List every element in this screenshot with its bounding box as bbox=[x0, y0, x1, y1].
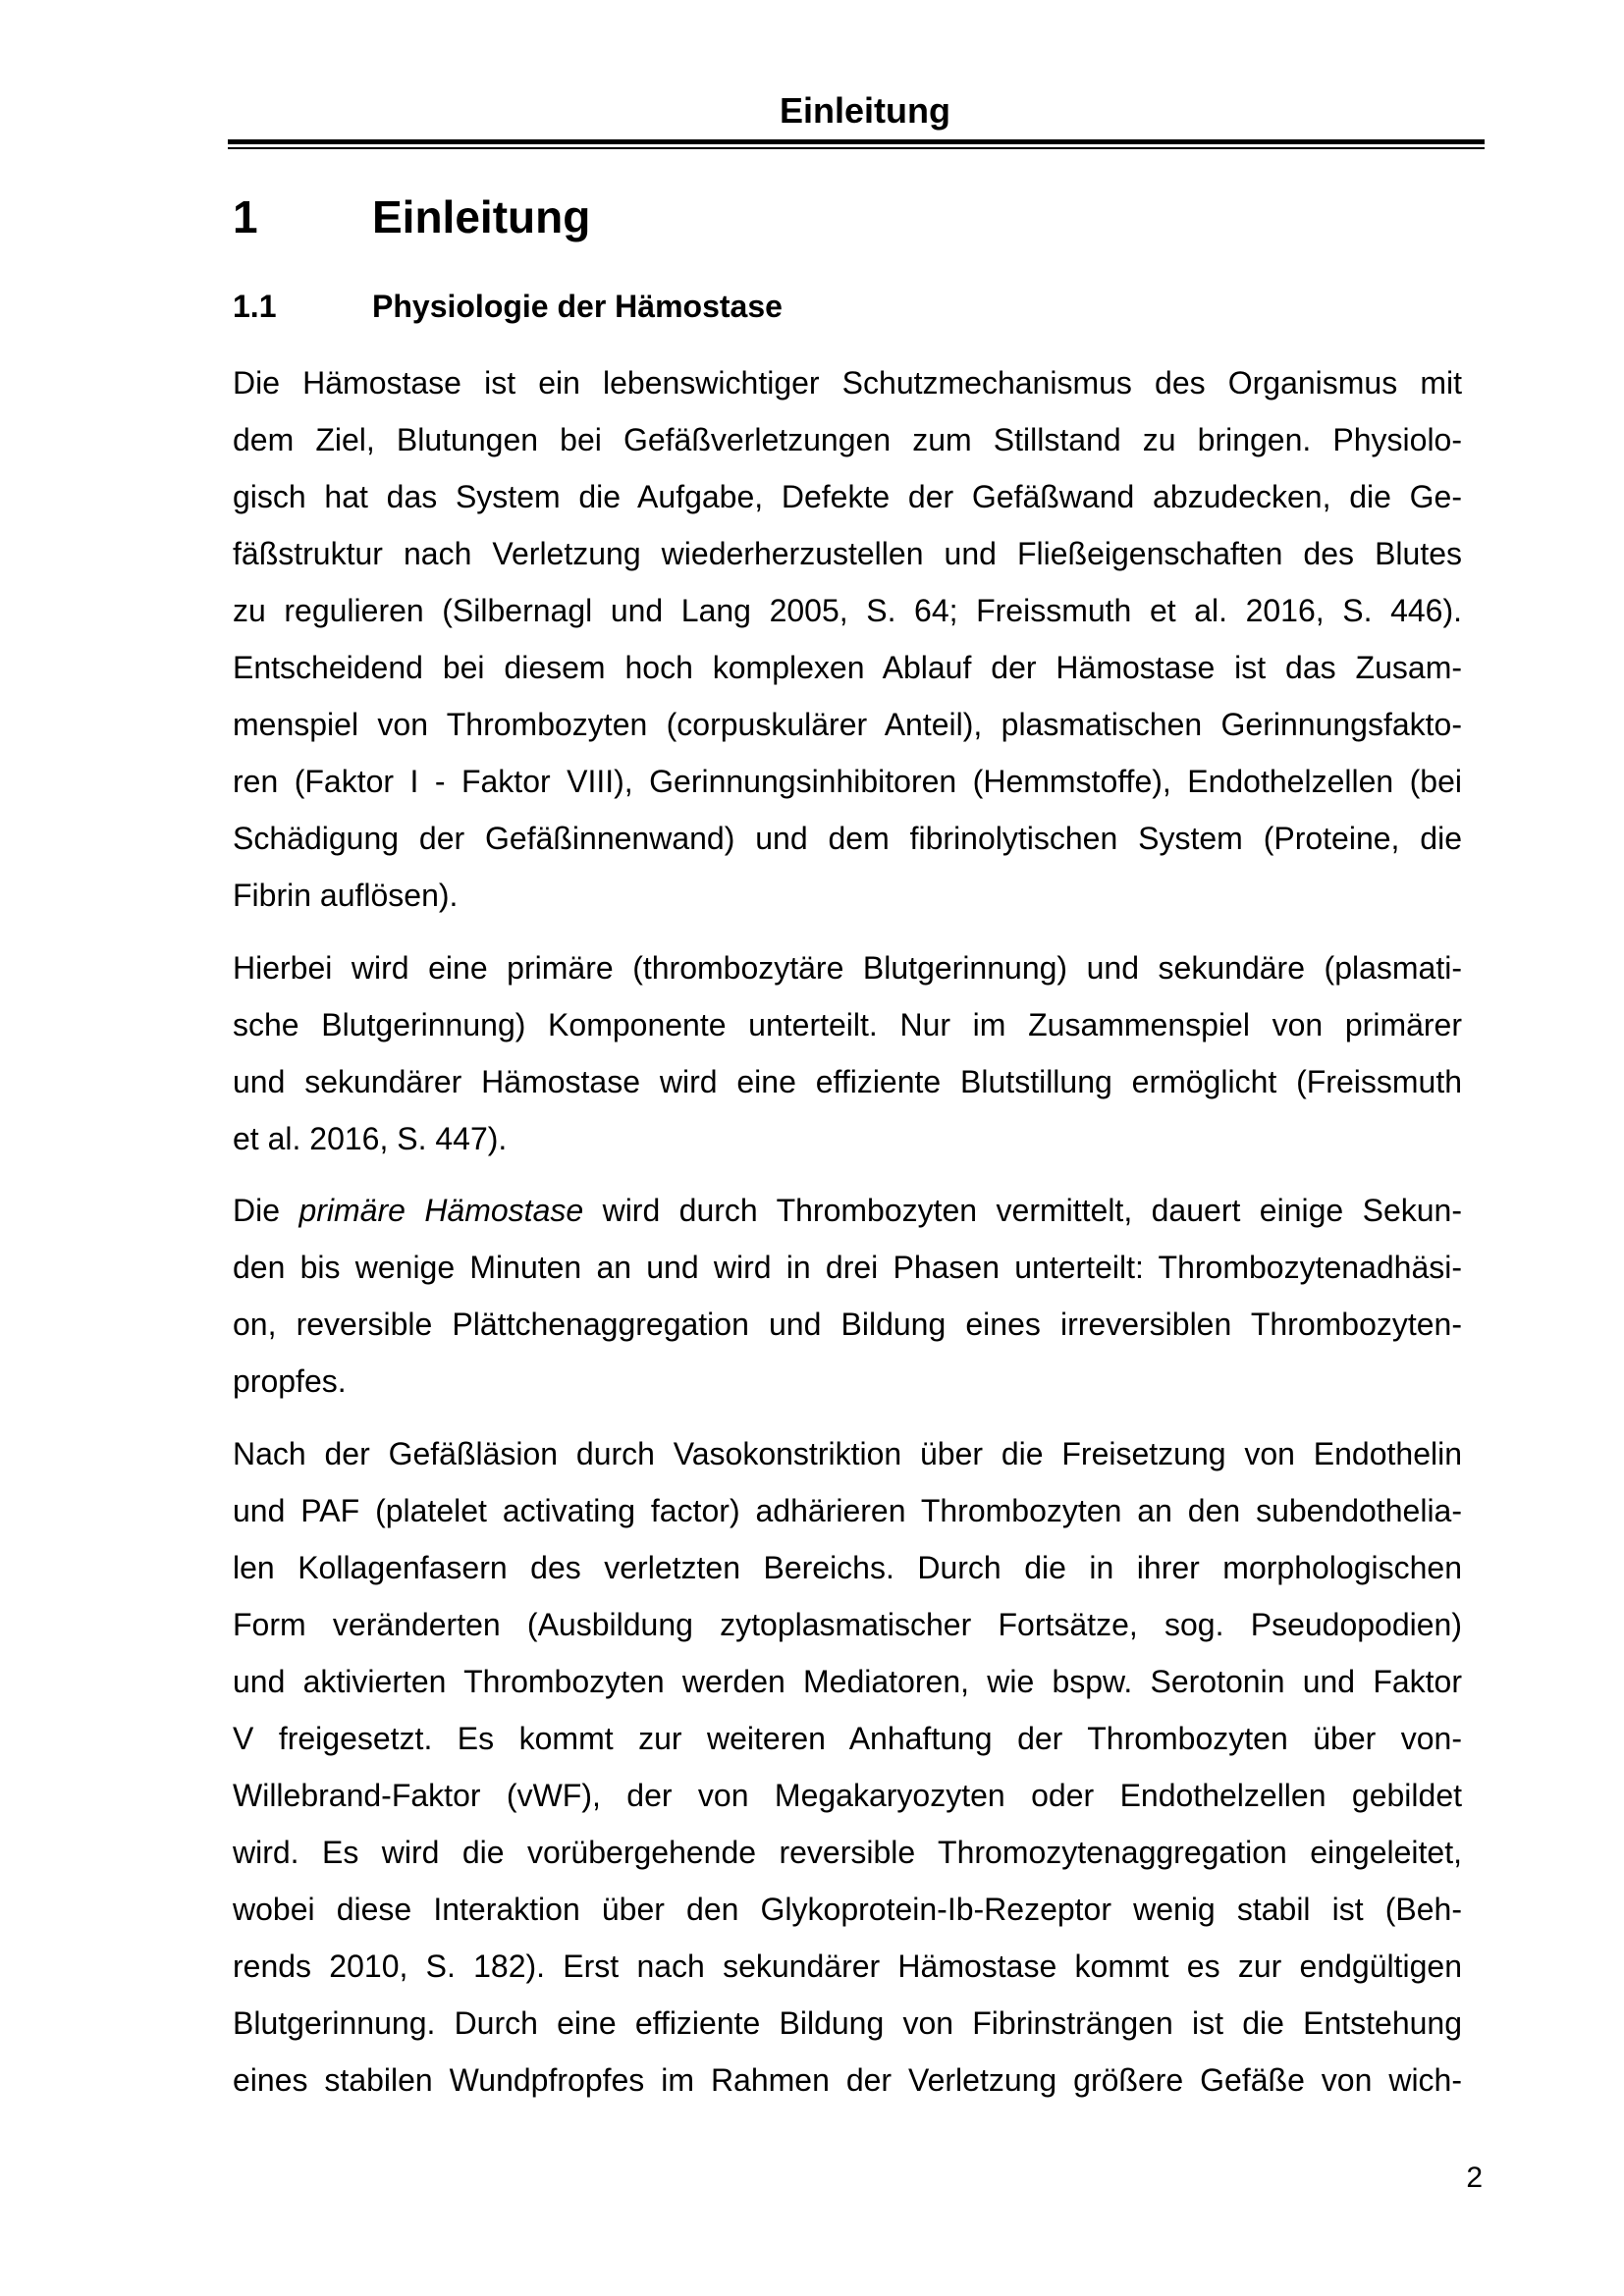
text-line: dem Ziel, Blutungen bei Gefäßverletzungen zum Stillstand zu bringen. Physiolo- bbox=[233, 422, 1462, 457]
chapter-title: Einleitung bbox=[372, 191, 591, 242]
header-rule-thin bbox=[228, 147, 1485, 149]
paragraph-2 bbox=[233, 939, 1462, 1167]
text-line: Hierbei wird eine primäre (thrombozytäre Blutgerinnung) und sekundäre (plasmati- bbox=[233, 950, 1462, 986]
text-line: Nach der Gefäßläsion durch Vasokonstriktion über die Freisetzung von Endothelin bbox=[233, 1436, 1462, 1471]
text-line: Fibrin auflösen). bbox=[233, 878, 459, 913]
section-title: Physiologie der Hämostase bbox=[372, 289, 783, 324]
text-line: Form veränderten (Ausbildung zytoplasmatischer Fortsätze, sog. Pseudopodien) bbox=[233, 1607, 1462, 1642]
text-line: wobei diese Interaktion über den Glykoprotein-Ib-Rezeptor wenig stabil ist (Beh- bbox=[233, 1892, 1462, 1927]
text-line: und PAF (platelet activating factor) adhärieren Thrombozyten an den subendothelia- bbox=[233, 1493, 1462, 1528]
text-line bbox=[233, 1182, 1462, 1239]
text-line: wird. Es wird die vorübergehende reversible Thromozytenaggregation eingeleitet, bbox=[233, 1835, 1462, 1870]
text-line: len Kollagenfasern des verletzten Bereichs. Durch die in ihrer morphologischen bbox=[233, 1550, 1462, 1585]
page-number: 2 bbox=[1466, 2162, 1483, 2194]
text-line: den bis wenige Minuten an und wird in drei Phasen unterteilt: Thrombozytenadhäsi- bbox=[233, 1250, 1462, 1285]
paragraph-3 bbox=[233, 1182, 1462, 1410]
text-line: propfes. bbox=[233, 1363, 347, 1399]
emphasis-term: primäre Hämostase bbox=[298, 1193, 584, 1228]
text-line: sche Blutgerinnung) Komponente unterteilt. Nur im Zusammenspiel von primärer bbox=[233, 1007, 1462, 1042]
text-line: menspiel von Thrombozyten (corpuskulärer Anteil), plasmatischen Gerinnungsfakto- bbox=[233, 707, 1462, 742]
text-line: ren (Faktor I - Faktor VIII), Gerinnungsinhibitoren (Hemmstoffe), Endothelzellen (bei bbox=[233, 764, 1462, 799]
section-number: 1.1 bbox=[233, 289, 277, 324]
text-line: Entscheidend bei diesem hoch komplexen Ablauf der Hämostase ist das Zusam- bbox=[233, 650, 1462, 685]
text-line: fäßstruktur nach Verletzung wiederherzustellen und Fließeigenschaften des Blutes bbox=[233, 536, 1462, 571]
header-rule-thick bbox=[228, 139, 1485, 144]
chapter-heading bbox=[233, 190, 590, 243]
running-header-title: Einleitung bbox=[780, 90, 950, 131]
text-line: et al. 2016, S. 447). bbox=[233, 1121, 508, 1156]
text-line: Willebrand-Faktor (vWF), der von Megakaryozyten oder Endothelzellen gebildet bbox=[233, 1778, 1462, 1813]
section-heading bbox=[233, 289, 783, 325]
text-run: Die bbox=[233, 1193, 299, 1228]
paragraph-4 bbox=[233, 1425, 1462, 2109]
running-header bbox=[228, 90, 1485, 132]
text-line: zu regulieren (Silbernagl und Lang 2005, S. 64; Freissmuth et al. 2016, S. 446). bbox=[233, 593, 1462, 628]
text-line: Schädigung der Gefäßinnenwand) und dem fibrinolytischen System (Proteine, die bbox=[233, 821, 1462, 856]
text-line: Blutgerinnung. Durch eine effiziente Bildung von Fibrinsträngen ist die Entstehung bbox=[233, 2005, 1462, 2041]
paragraph-1 bbox=[233, 354, 1462, 924]
text-run: wird durch Thrombozyten vermittelt, dauert einige Sekun- bbox=[583, 1193, 1463, 1228]
text-line: rends 2010, S. 182). Erst nach sekundärer Hämostase kommt es zur endgültigen bbox=[233, 1949, 1462, 1984]
text-line: und aktivierten Thrombozyten werden Mediatoren, wie bspw. Serotonin und Faktor bbox=[233, 1664, 1462, 1699]
text-line: Die Hämostase ist ein lebenswichtiger Schutzmechanismus des Organismus mit bbox=[233, 365, 1462, 400]
text-line: gisch hat das System die Aufgabe, Defekte der Gefäßwand abzudecken, die Ge- bbox=[233, 479, 1462, 514]
text-line: on, reversible Plättchenaggregation und Bildung eines irreversiblen Thrombozyten- bbox=[233, 1307, 1462, 1342]
text-line: V freigesetzt. Es kommt zur weiteren Anhaftung der Thrombozyten über von- bbox=[233, 1721, 1462, 1756]
chapter-number: 1 bbox=[233, 191, 258, 242]
text-line: eines stabilen Wundpfropfes im Rahmen der Verletzung größere Gefäße von wich- bbox=[233, 2062, 1462, 2098]
text-line: und sekundärer Hämostase wird eine effiziente Blutstillung ermöglicht (Freissmuth bbox=[233, 1064, 1462, 1099]
